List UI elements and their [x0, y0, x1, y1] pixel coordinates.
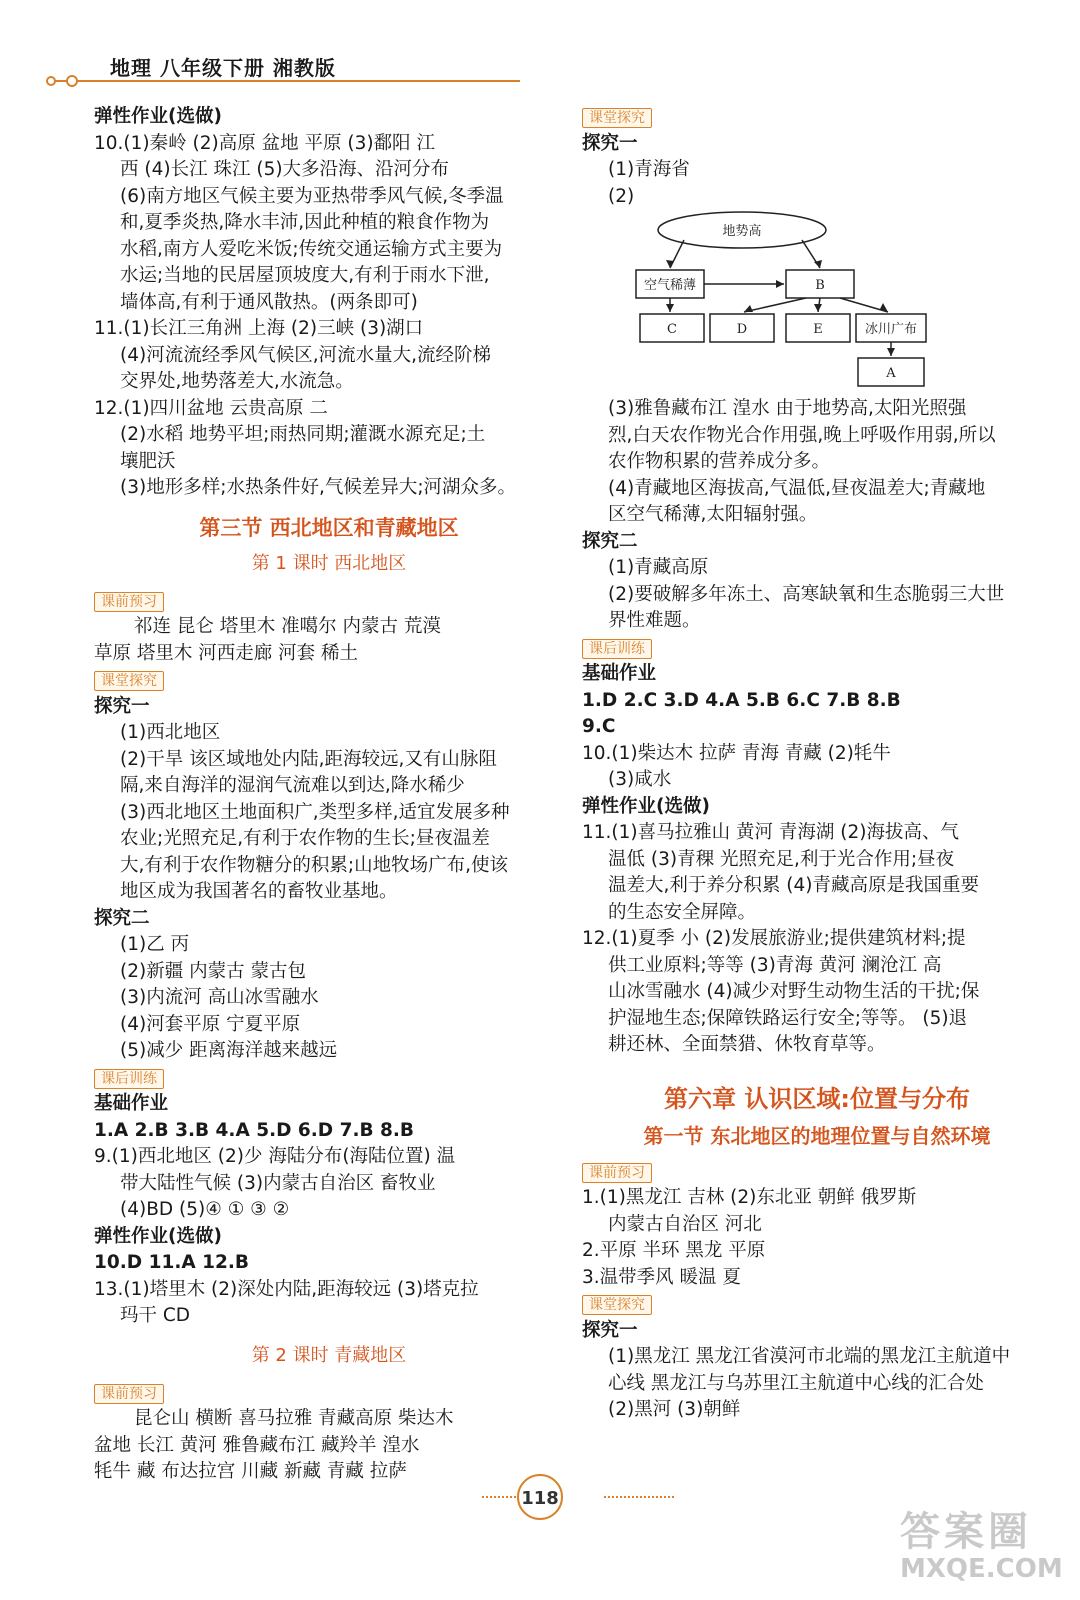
answer-line: 烈,白天农作物光合作用强,晚上呼吸作用弱,所以 — [608, 424, 996, 446]
answer-line: (2)水稻 地势平坦;雨热同期;灌溉水源充足;土 — [120, 424, 486, 445]
page-header — [0, 0, 1080, 100]
answer-line: (3)内流河 高山冰雪融水 — [120, 987, 319, 1008]
answer-line: 大,有利于农作物糖分的积累;山地牧场广布,使该 — [120, 854, 508, 876]
watermark-logo — [900, 1510, 1070, 1590]
answer-line: (4)河流流经季风气候区,河流水量大,流经阶梯 — [120, 344, 491, 366]
answer-line: (4)BD (5)④ ① ③ ② — [120, 1199, 290, 1220]
answer-line: 温差大,利于养分积累 (4)青藏高原是我国重要 — [608, 875, 979, 896]
tag-after-class: 课后训练 — [94, 1069, 164, 1089]
subheading: 探究一 — [94, 695, 150, 717]
answer-line: (3)咸水 — [608, 769, 672, 790]
answer-line: (2)黑河 (3)朝鲜 — [608, 1399, 741, 1420]
lesson-title: 第 1 课时 西北地区 — [251, 552, 407, 574]
answer-line: 农作物积累的营养成分多。 — [608, 451, 831, 472]
lesson-title: 第 2 课时 青藏地区 — [251, 1344, 407, 1366]
answer-line: (1)西北地区 — [120, 722, 221, 743]
node-a-label: A — [886, 366, 896, 381]
tag-preview: 课前预习 — [94, 1384, 164, 1404]
section-title: 第一节 东北地区的地理位置与自然环境 — [643, 1123, 991, 1148]
subheading: 弹性作业(选做) — [94, 1225, 222, 1247]
node-air-label: 空气稀薄 — [643, 278, 697, 293]
tag-class-explore: 课堂探究 — [582, 108, 652, 128]
watermark-text: 答案圈 — [900, 1509, 1032, 1555]
header-rule — [50, 80, 520, 82]
answer-line: 11.(1)喜马拉雅山 黄河 青海湖 (2)海拔高、气 — [582, 822, 959, 843]
answer-line: (2)干旱 该区域地处内陆,距海较远,又有山脉阻 — [120, 748, 497, 770]
tag-after-class: 课后训练 — [582, 639, 652, 659]
answer-line: 1.(1)黑龙江 吉林 (2)东北亚 朝鲜 俄罗斯 — [582, 1187, 917, 1208]
answer-line: 祁连 昆仑 塔里木 准噶尔 内蒙古 荒漠 — [134, 616, 441, 637]
answer-line: 玛干 CD — [120, 1305, 191, 1326]
subheading: 弹性作业(选做) — [582, 795, 710, 817]
answer-line: 的生态安全屏障。 — [608, 901, 757, 923]
answer-line: (1)青藏高原 — [608, 557, 709, 578]
answer-line: 10.(1)柴达木 拉萨 青海 青藏 (2)牦牛 — [582, 742, 891, 764]
answer-line: 3.温带季风 暖温 夏 — [582, 1266, 741, 1288]
node-e-label: E — [813, 322, 823, 337]
subheading: 探究一 — [582, 1319, 638, 1341]
answer-line: 隔,来自海洋的湿润气流难以到达,降水稀少 — [120, 775, 465, 796]
answer-line: 山冰雪融水 (4)减少对野生动物生活的干扰;保 — [608, 981, 980, 1002]
answer-line: 温低 (3)青稞 光照充足,利于光合作用;昼夜 — [608, 848, 955, 870]
left-column — [94, 104, 564, 1486]
watermark-url: MXQE.COM — [900, 1554, 1063, 1584]
flow-diagram — [582, 210, 1052, 396]
answer-line: 墙体高,有利于通风散热。(两条即可) — [120, 291, 418, 313]
node-d-label: D — [736, 322, 748, 337]
answer-line: (2)新疆 内蒙古 蒙古包 — [120, 960, 306, 982]
answer-line: (2) — [608, 185, 635, 207]
answer-line: 9.(1)西北地区 (2)少 海陆分布(海陆位置) 温 — [94, 1146, 456, 1167]
node-c-label: C — [667, 322, 677, 337]
answer-line: 地区成为我国著名的畜牧业基地。 — [120, 881, 398, 902]
answer-line: (1)乙 丙 — [120, 934, 190, 955]
answer-line: (1)青海省 — [608, 159, 690, 180]
answer-line: 1.D 2.C 3.D 4.A 5.B 6.C 7.B 8.B — [582, 689, 901, 711]
answer-line: (2)要破解多年冻土、高寒缺氧和生态脆弱三大世 — [608, 583, 1005, 605]
header-title: 地理 八年级下册 湘教版 — [110, 56, 336, 80]
right-column — [582, 104, 1052, 1424]
node-b-label: B — [815, 278, 825, 293]
subheading: 探究二 — [94, 907, 150, 929]
answer-line: 西 (4)长江 珠江 (5)大多沿海、沿河分布 — [120, 159, 450, 180]
subheading: 探究二 — [582, 530, 638, 552]
answer-line: 草原 塔里木 河西走廊 河套 稀土 — [94, 642, 359, 664]
tag-class-explore: 课堂探究 — [582, 1295, 652, 1315]
answer-line: 供工业原料;等等 (3)青海 黄河 澜沧江 高 — [608, 954, 942, 976]
answer-line: 水运;当地的民居屋顶坡度大,有利于雨水下泄, — [120, 265, 490, 286]
answer-line: 12.(1)四川盆地 云贵高原 二 — [94, 397, 328, 419]
answer-line: (3)地形多样;水热条件好,气候差异大;河湖众多。 — [120, 477, 517, 498]
answer-line: 昆仑山 横断 喜马拉雅 青藏高原 柴达木 — [134, 1408, 454, 1429]
answer-line: 界性难题。 — [608, 610, 701, 631]
answer-line: 11.(1)长江三角洲 上海 (2)三峡 (3)湖口 — [94, 318, 424, 339]
node-glacier-label: 冰川广布 — [864, 322, 918, 337]
subheading: 探究一 — [582, 132, 638, 154]
answer-line: 农业;光照充足,有利于农作物的生长;昼夜温差 — [120, 828, 490, 849]
answer-line: 和,夏季炎热,降水丰沛,因此种植的粮食作物为 — [120, 212, 490, 233]
node-top-label: 地势高 — [722, 224, 762, 239]
subheading: 基础作业 — [94, 1093, 169, 1114]
page-number-badge: 118 — [517, 1474, 563, 1520]
answer-line: 水稻,南方人爱吃米饭;传统交通运输方式主要为 — [120, 238, 503, 260]
header-circle-icon — [66, 75, 78, 87]
answer-line: 区空气稀薄,太阳辐射强。 — [608, 504, 818, 525]
answer-line: 交界处,地势落差大,水流急。 — [120, 371, 354, 392]
answer-line: 12.(1)夏季 小 (2)发展旅游业;提供建筑材料;提 — [582, 928, 966, 949]
answer-line: 护湿地生态;保障铁路运行安全;等等。 (5)退 — [608, 1007, 968, 1029]
answer-line: (5)减少 距离海洋越来越远 — [120, 1040, 338, 1061]
answer-line: 壤肥沃 — [120, 450, 176, 472]
chapter-title: 第六章 认识区域:位置与分布 — [664, 1084, 970, 1113]
answer-line: 带大陆性气候 (3)内蒙古自治区 畜牧业 — [120, 1172, 436, 1194]
answer-line: 心线 黑龙江与乌苏里江主航道中心线的汇合处 — [608, 1372, 984, 1394]
answer-line: (3)西北地区土地面积广,类型多样,适宜发展多种 — [120, 801, 510, 823]
answer-line: 耕还林、全面禁猎、休牧育草等。 — [608, 1034, 886, 1055]
answer-line: 1.A 2.B 3.B 4.A 5.D 6.D 7.B 8.B — [94, 1119, 415, 1141]
answer-line: (1)黑龙江 黑龙江省漠河市北端的黑龙江主航道中 — [608, 1346, 1011, 1367]
answer-line: 牦牛 藏 布达拉宫 川藏 新藏 青藏 拉萨 — [94, 1461, 407, 1482]
answer-line: (4)河套平原 宁夏平原 — [120, 1013, 301, 1035]
tag-class-explore: 课堂探究 — [94, 671, 164, 691]
answer-line: 13.(1)塔里木 (2)深处内陆,距海较远 (3)塔克拉 — [94, 1278, 479, 1300]
answer-line: 9.C — [582, 716, 616, 737]
answer-line: 10.(1)秦岭 (2)高原 盆地 平原 (3)鄱阳 江 — [94, 132, 435, 154]
subheading: 弹性作业(选做) — [94, 106, 222, 127]
tag-preview: 课前预习 — [582, 1163, 652, 1183]
answer-line: 盆地 长江 黄河 雅鲁藏布江 藏羚羊 湟水 — [94, 1434, 420, 1456]
subheading: 基础作业 — [582, 663, 657, 684]
answer-line: 10.D 11.A 12.B — [94, 1252, 249, 1273]
answer-line: 2.平原 半环 黑龙 平原 — [582, 1240, 766, 1261]
answer-line: 内蒙古自治区 河北 — [608, 1213, 762, 1235]
flow-diagram-svg — [582, 210, 1052, 396]
header-circle-icon — [46, 76, 56, 86]
answer-line: (4)青藏地区海拔高,气温低,昼夜温差大;青藏地 — [608, 477, 986, 499]
section-title: 第三节 西北地区和青藏地区 — [199, 515, 459, 540]
answer-line: (3)雅鲁藏布江 湟水 由于地势高,太阳光照强 — [608, 398, 967, 419]
tag-preview: 课前预习 — [94, 592, 164, 612]
answer-line: (6)南方地区气候主要为亚热带季风气候,冬季温 — [120, 185, 504, 207]
